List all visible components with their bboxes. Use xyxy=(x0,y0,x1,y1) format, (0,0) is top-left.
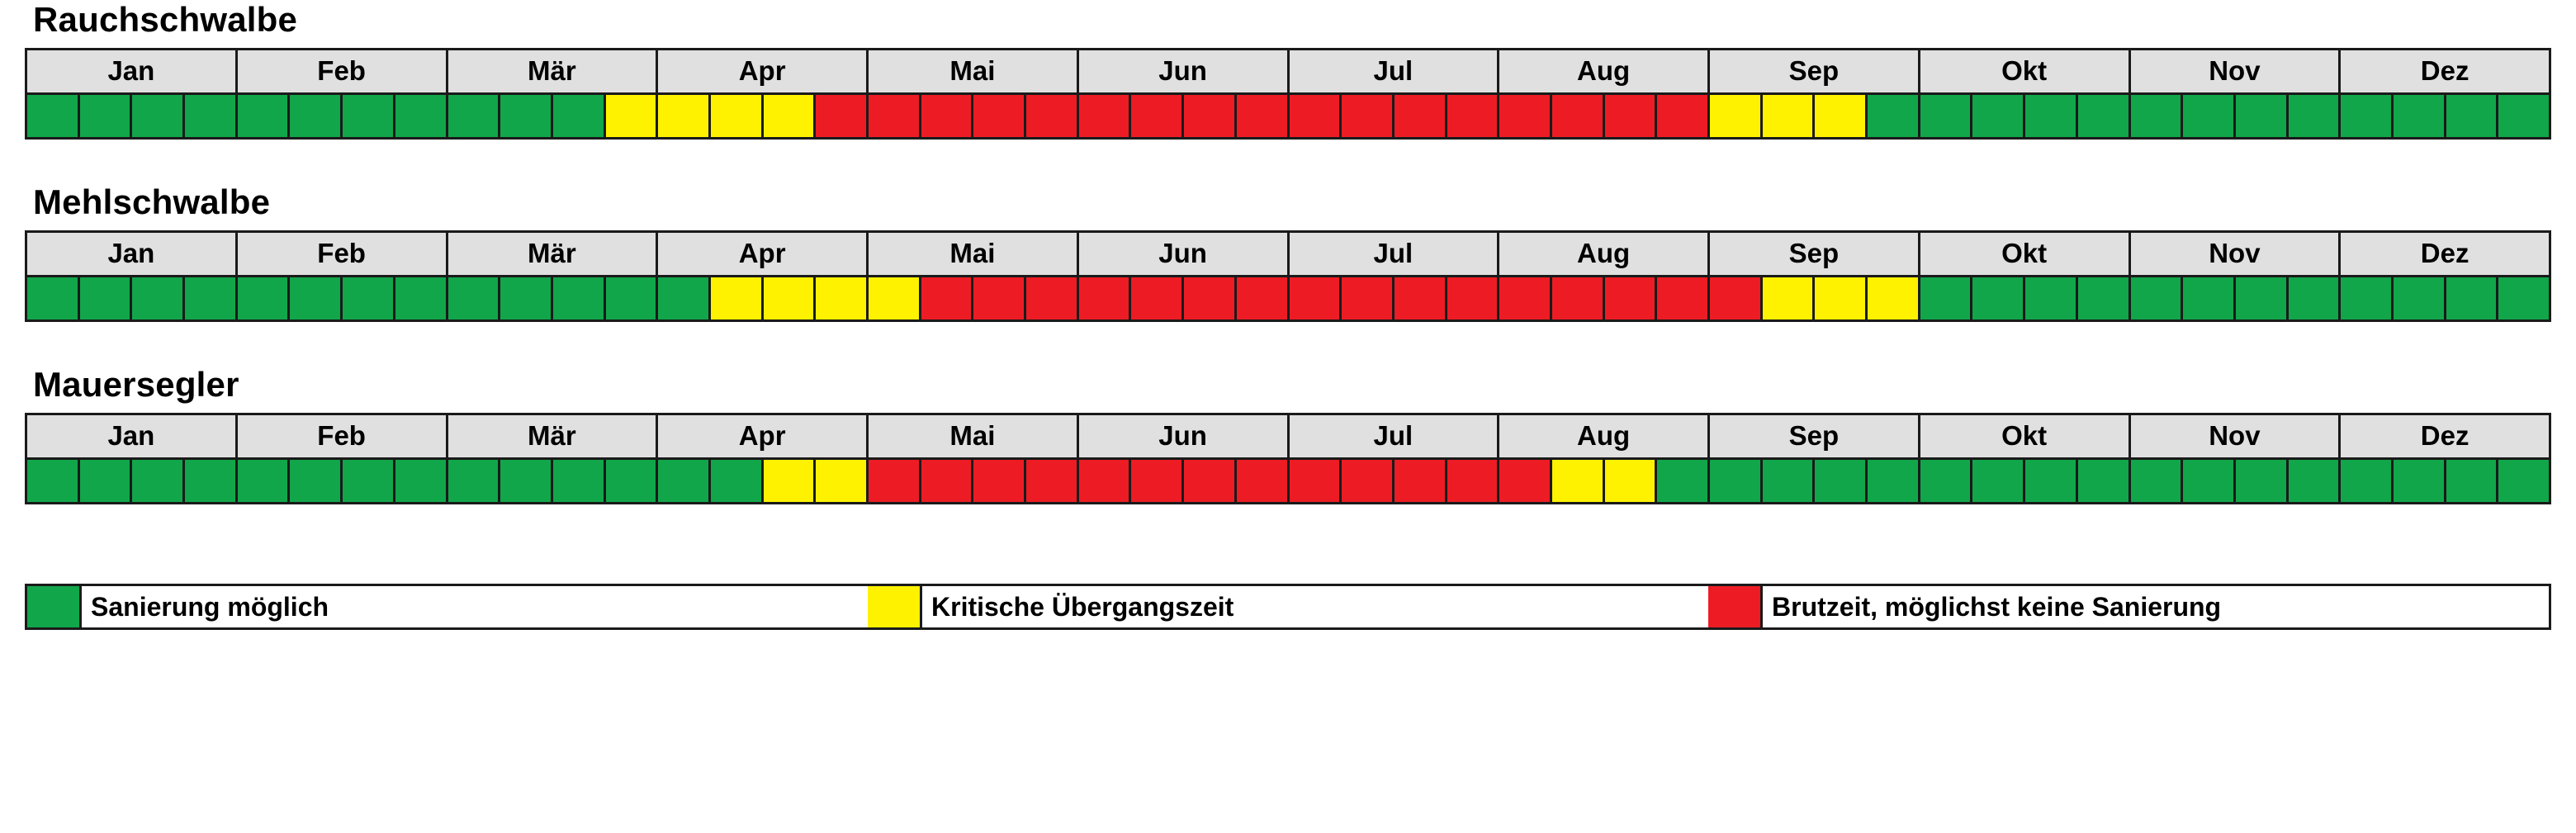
legend-label: Brutzeit, möglichst keine Sanierung xyxy=(1772,591,2222,622)
week-cell xyxy=(185,277,238,319)
week-cell xyxy=(1763,95,1816,137)
month-label-nov: Nov xyxy=(2131,415,2342,457)
week-cell xyxy=(1290,460,1342,502)
month-label-sep: Sep xyxy=(1710,415,1920,457)
week-cell xyxy=(80,460,133,502)
week-cell xyxy=(1184,277,1237,319)
week-cell xyxy=(2236,460,2289,502)
week-cell xyxy=(1237,277,1290,319)
week-cell xyxy=(238,277,291,319)
legend-item xyxy=(27,586,868,627)
week-cell xyxy=(1026,460,1079,502)
week-cell xyxy=(2394,277,2446,319)
week-cell xyxy=(764,95,817,137)
week-cell xyxy=(606,95,659,137)
week-cell xyxy=(2394,460,2446,502)
month-label-jul: Jul xyxy=(1290,415,1500,457)
week-cell xyxy=(1447,277,1500,319)
week-cell xyxy=(1763,460,1816,502)
month-label-sep: Sep xyxy=(1710,50,1920,92)
week-cell xyxy=(553,277,606,319)
week-cell xyxy=(1395,95,1447,137)
week-cell xyxy=(1290,95,1342,137)
week-cell xyxy=(1499,277,1552,319)
week-cell xyxy=(973,95,1026,137)
week-cell xyxy=(711,95,764,137)
week-cell xyxy=(1763,277,1816,319)
month-label-apr: Apr xyxy=(658,233,869,275)
week-row xyxy=(25,460,2551,504)
legend-label: Kritische Übergangszeit xyxy=(931,591,1234,622)
month-label-mär: Mär xyxy=(448,233,659,275)
week-cell xyxy=(869,460,921,502)
week-cell xyxy=(658,95,711,137)
timeline-chart-mehlschwalbe xyxy=(25,230,2551,322)
week-cell xyxy=(2078,277,2131,319)
week-cell xyxy=(1552,460,1605,502)
week-cell xyxy=(395,95,448,137)
week-cell xyxy=(764,277,817,319)
month-header-row xyxy=(25,48,2551,95)
month-label-aug: Aug xyxy=(1499,233,1710,275)
week-cell xyxy=(1447,95,1500,137)
month-label-okt: Okt xyxy=(1920,233,2131,275)
legend-swatch-red xyxy=(1708,586,1763,627)
week-cell xyxy=(343,460,395,502)
week-cell xyxy=(1868,460,1920,502)
week-cell xyxy=(1342,460,1395,502)
week-cell xyxy=(2498,460,2549,502)
species-block-mauersegler xyxy=(25,365,2551,504)
week-cell xyxy=(553,460,606,502)
week-cell xyxy=(2289,277,2342,319)
week-cell xyxy=(2183,277,2236,319)
week-cell xyxy=(869,95,921,137)
week-cell xyxy=(132,95,185,137)
week-cell xyxy=(2446,460,2499,502)
week-cell xyxy=(1184,95,1237,137)
week-cell xyxy=(1972,277,2025,319)
week-cell xyxy=(132,460,185,502)
week-cell xyxy=(448,460,501,502)
week-cell xyxy=(2498,95,2549,137)
species-title: Mauersegler xyxy=(33,365,239,404)
month-label-feb: Feb xyxy=(238,233,448,275)
week-cell xyxy=(1447,460,1500,502)
month-label-mär: Mär xyxy=(448,415,659,457)
species-block-mehlschwalbe xyxy=(25,182,2551,322)
week-cell xyxy=(1815,277,1868,319)
timeline-chart-mauersegler xyxy=(25,413,2551,504)
week-cell xyxy=(1605,277,1658,319)
month-label-apr: Apr xyxy=(658,415,869,457)
week-cell xyxy=(448,95,501,137)
month-label-dez: Dez xyxy=(2420,238,2469,268)
week-cell xyxy=(1605,460,1658,502)
month-label-jan: Jan xyxy=(27,415,238,457)
month-label-sep: Sep xyxy=(1710,233,1920,275)
week-cell xyxy=(2446,95,2499,137)
week-cell xyxy=(1131,277,1184,319)
month-label-aug: Aug xyxy=(1499,415,1710,457)
week-cell xyxy=(1079,95,1132,137)
week-cell xyxy=(2341,95,2394,137)
month-label-nov: Nov xyxy=(2131,233,2342,275)
week-cell xyxy=(816,95,869,137)
week-cell xyxy=(1815,460,1868,502)
month-label-okt: Okt xyxy=(1920,415,2131,457)
week-cell xyxy=(80,277,133,319)
week-cell xyxy=(290,460,343,502)
week-cell xyxy=(27,95,80,137)
species-block-rauchschwalbe xyxy=(25,0,2551,140)
month-label-jul: Jul xyxy=(1290,50,1500,92)
week-cell xyxy=(500,460,553,502)
week-cell xyxy=(1657,277,1710,319)
week-cell xyxy=(1972,95,2025,137)
week-cell xyxy=(2236,277,2289,319)
week-cell xyxy=(606,460,659,502)
week-cell xyxy=(27,460,80,502)
week-cell xyxy=(2341,277,2394,319)
week-row xyxy=(25,277,2551,322)
week-cell xyxy=(1342,95,1395,137)
week-cell xyxy=(711,460,764,502)
week-cell xyxy=(395,460,448,502)
week-cell xyxy=(2078,460,2131,502)
week-cell xyxy=(1079,460,1132,502)
week-cell xyxy=(973,277,1026,319)
week-cell xyxy=(238,95,291,137)
week-cell xyxy=(185,95,238,137)
month-header-row xyxy=(25,230,2551,277)
week-cell xyxy=(1552,95,1605,137)
week-cell xyxy=(1605,95,1658,137)
week-cell xyxy=(1395,460,1447,502)
week-cell xyxy=(2183,95,2236,137)
week-cell xyxy=(869,277,921,319)
week-cell xyxy=(2498,277,2549,319)
week-cell xyxy=(2236,95,2289,137)
week-cell xyxy=(2341,460,2394,502)
legend-item xyxy=(1708,586,2549,627)
week-cell xyxy=(606,277,659,319)
legend-swatch-green xyxy=(27,586,82,627)
week-cell xyxy=(2025,95,2078,137)
week-cell xyxy=(343,95,395,137)
week-cell xyxy=(1131,460,1184,502)
week-cell xyxy=(1868,95,1920,137)
week-cell xyxy=(27,277,80,319)
legend-label: Sanierung möglich xyxy=(91,591,329,622)
week-cell xyxy=(1710,277,1763,319)
week-cell xyxy=(2025,277,2078,319)
week-cell xyxy=(2131,277,2184,319)
month-label-feb: Feb xyxy=(238,50,448,92)
month-label-jul: Jul xyxy=(1290,233,1500,275)
week-cell xyxy=(658,277,711,319)
week-cell xyxy=(185,460,238,502)
week-cell xyxy=(921,460,974,502)
week-cell xyxy=(1552,277,1605,319)
month-label-jun: Jun xyxy=(1079,415,1290,457)
month-label-jun: Jun xyxy=(1079,233,1290,275)
week-cell xyxy=(1972,460,2025,502)
week-cell xyxy=(2131,95,2184,137)
week-cell xyxy=(1868,277,1920,319)
week-cell xyxy=(238,460,291,502)
week-cell xyxy=(290,95,343,137)
week-cell xyxy=(764,460,817,502)
legend-item xyxy=(868,586,1708,627)
month-label-feb: Feb xyxy=(238,415,448,457)
week-cell xyxy=(1237,460,1290,502)
species-title: Mehlschwalbe xyxy=(33,182,271,221)
week-cell xyxy=(1395,277,1447,319)
week-cell xyxy=(1920,460,1973,502)
week-cell xyxy=(500,277,553,319)
week-row xyxy=(25,95,2551,140)
month-label-nov: Nov xyxy=(2131,50,2342,92)
week-cell xyxy=(2446,277,2499,319)
month-label-mär: Mär xyxy=(448,50,659,92)
week-cell xyxy=(1290,277,1342,319)
week-cell xyxy=(1710,460,1763,502)
month-label-jan: Jan xyxy=(27,233,238,275)
month-label-mai: Mai xyxy=(869,233,1079,275)
week-cell xyxy=(448,277,501,319)
month-label-jun: Jun xyxy=(1079,50,1290,92)
week-cell xyxy=(1079,277,1132,319)
week-cell xyxy=(1920,277,1973,319)
week-cell xyxy=(1026,277,1079,319)
week-cell xyxy=(1184,460,1237,502)
legend-swatch-yellow xyxy=(868,586,922,627)
week-cell xyxy=(1499,95,1552,137)
week-cell xyxy=(132,277,185,319)
week-cell xyxy=(973,460,1026,502)
week-cell xyxy=(2131,460,2184,502)
week-cell xyxy=(1237,95,1290,137)
week-cell xyxy=(2394,95,2446,137)
week-cell xyxy=(290,277,343,319)
week-cell xyxy=(395,277,448,319)
week-cell xyxy=(921,95,974,137)
month-label-dez: Dez xyxy=(2420,420,2469,451)
timeline-chart-rauchschwalbe xyxy=(25,48,2551,140)
month-label-mai: Mai xyxy=(869,415,1079,457)
month-label-mai: Mai xyxy=(869,50,1079,92)
week-cell xyxy=(1657,95,1710,137)
week-cell xyxy=(816,277,869,319)
month-label-aug: Aug xyxy=(1499,50,1710,92)
week-cell xyxy=(1342,277,1395,319)
week-cell xyxy=(1131,95,1184,137)
month-label-jan: Jan xyxy=(27,50,238,92)
species-title: Rauchschwalbe xyxy=(33,0,298,39)
week-cell xyxy=(553,95,606,137)
week-cell xyxy=(2289,95,2342,137)
section-spacer xyxy=(25,140,2551,182)
week-cell xyxy=(1026,95,1079,137)
month-label-apr: Apr xyxy=(658,50,869,92)
week-cell xyxy=(1920,95,1973,137)
week-cell xyxy=(80,95,133,137)
month-header-row xyxy=(25,413,2551,460)
week-cell xyxy=(921,277,974,319)
week-cell xyxy=(343,277,395,319)
section-spacer xyxy=(25,322,2551,365)
week-cell xyxy=(2183,460,2236,502)
week-cell xyxy=(1657,460,1710,502)
month-label-dez: Dez xyxy=(2420,55,2469,86)
week-cell xyxy=(1710,95,1763,137)
week-cell xyxy=(500,95,553,137)
week-cell xyxy=(711,277,764,319)
week-cell xyxy=(658,460,711,502)
week-cell xyxy=(1815,95,1868,137)
chart-legend xyxy=(25,584,2551,630)
week-cell xyxy=(2289,460,2342,502)
week-cell xyxy=(1499,460,1552,502)
month-label-okt: Okt xyxy=(1920,50,2131,92)
week-cell xyxy=(816,460,869,502)
week-cell xyxy=(2025,460,2078,502)
week-cell xyxy=(2078,95,2131,137)
